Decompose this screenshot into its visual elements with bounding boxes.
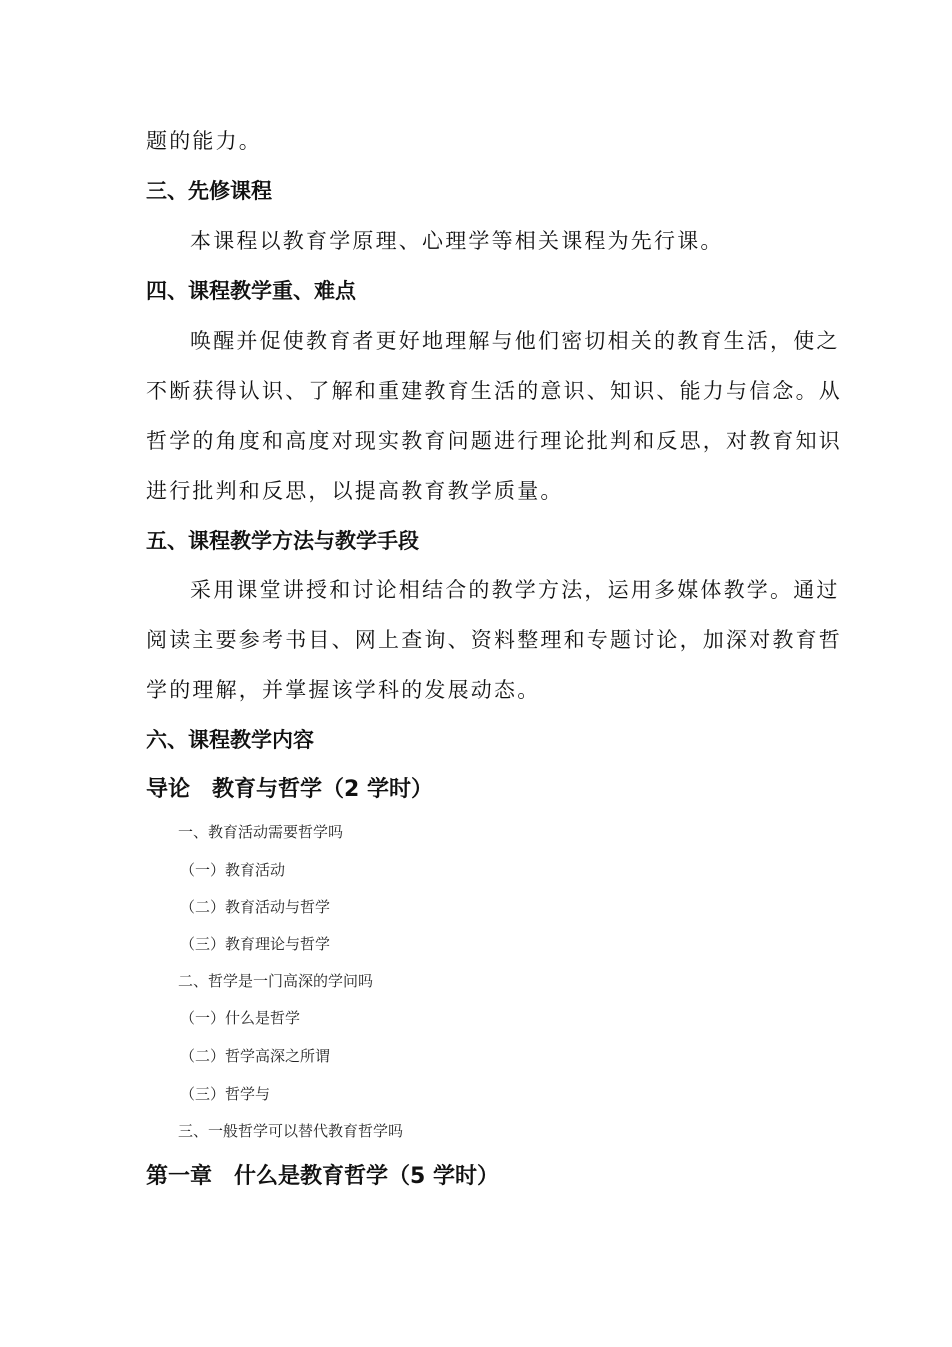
paragraph-methods-line: 阅读主要参考书目、网上查询、资料整理和专题讨论，加深对教育哲 xyxy=(146,628,842,652)
section-heading-methods: 五、课程教学方法与教学手段 xyxy=(146,529,419,553)
section-heading-content: 六、课程教学内容 xyxy=(146,728,314,752)
outline-item: 三、一般哲学可以替代教育哲学吗 xyxy=(178,1122,404,1140)
paragraph-prerequisites: 本课程以教育学原理、心理学等相关课程为先行课。 xyxy=(190,229,724,253)
outline-item: 二、哲学是一门高深的学问吗 xyxy=(178,972,374,990)
paragraph-continuation: 题的能力。 xyxy=(146,129,262,153)
section-heading-key-points: 四、课程教学重、难点 xyxy=(146,279,356,303)
outline-item: （一）教育活动 xyxy=(180,861,286,879)
chapter-heading-one: 第一章 什么是教育哲学（5 学时） xyxy=(146,1164,499,1189)
outline-item: 一、教育活动需要哲学吗 xyxy=(178,823,344,841)
paragraph-methods-line: 学的理解，并掌握该学科的发展动态。 xyxy=(146,678,541,702)
outline-item: （三）教育理论与哲学 xyxy=(180,935,331,953)
outline-item: （二）教育活动与哲学 xyxy=(180,898,331,916)
paragraph-key-points-line: 唤醒并促使教育者更好地理解与他们密切相关的教育生活，使之 xyxy=(190,329,840,353)
outline-item: （三）哲学与 xyxy=(180,1085,271,1103)
outline-item: （一）什么是哲学 xyxy=(180,1009,301,1027)
chapter-heading-intro: 导论 教育与哲学（2 学时） xyxy=(146,777,433,802)
paragraph-key-points-line: 进行批判和反思，以提高教育教学质量。 xyxy=(146,479,564,503)
paragraph-key-points-line: 不断获得认识、了解和重建教育生活的意识、知识、能力与信念。从 xyxy=(146,379,842,403)
paragraph-key-points-line: 哲学的角度和高度对现实教育问题进行理论批判和反思，对教育知识 xyxy=(146,429,842,453)
section-heading-prerequisites: 三、先修课程 xyxy=(146,179,272,203)
paragraph-methods-line: 采用课堂讲授和讨论相结合的教学方法，运用多媒体教学。通过 xyxy=(190,578,840,602)
outline-item: （二）哲学高深之所谓 xyxy=(180,1047,331,1065)
